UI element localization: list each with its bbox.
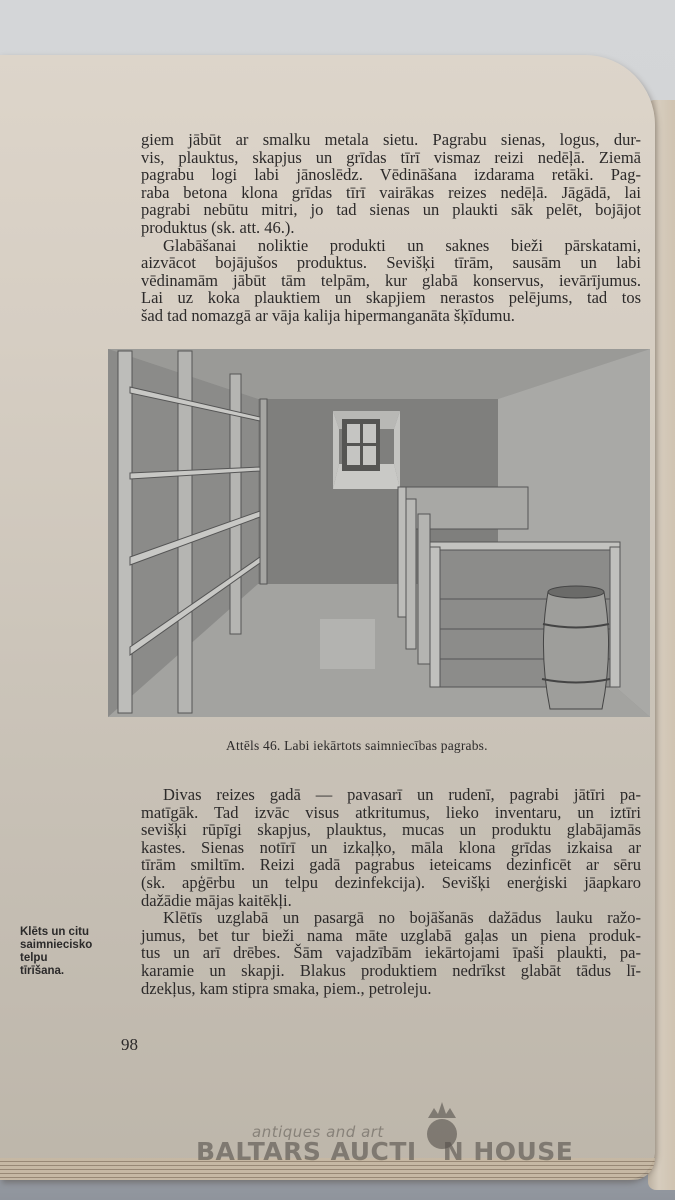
text-line: vēdinamām jābūt tām telpām, kur glabā konservus, ievārījumus. <box>141 270 641 290</box>
watermark-name <box>196 1137 573 1166</box>
text-line: Lai uz koka plauktiem un skapjiem nerastos pelējums, tad tos <box>141 288 641 308</box>
paragraph <box>141 786 641 909</box>
text-line: tus un arī drēbes. Šām vajadzībām iekārtojami īpaši plaukti, pa- <box>141 943 641 963</box>
paragraph <box>141 131 641 237</box>
barrel <box>542 586 610 709</box>
text-line: tīrām smiltīm. Reizi gadā pagrabus ieteicams dezinficēt ar sēru <box>141 855 641 875</box>
floor-light-patch <box>320 619 375 669</box>
text-line: kastes. Sienas notīrī un izkaļķo, māla klona grīdas izkaisa ar <box>141 837 641 857</box>
page-number: 98 <box>121 1035 138 1054</box>
watermark-name-end: N HOUSE <box>442 1137 574 1166</box>
cellar-drawing <box>108 349 650 717</box>
window-pane <box>347 446 360 465</box>
text-line: pagrabi nebūtu mitri, jo tad sienas un plaukti sāk pelēt, bojājot <box>141 200 641 220</box>
text-line: Glabāšanai noliktie produkti un saknes bieži pārskatami, <box>163 235 641 255</box>
paragraph <box>141 909 641 997</box>
top-text-block <box>141 131 641 325</box>
cellar-illustration <box>108 349 650 717</box>
window-pane <box>363 446 376 465</box>
text-line: aizvācot bojājušos produktus. Sevišķi tīrām, sausām un labi <box>141 253 641 273</box>
margin-note <box>20 926 130 978</box>
text-line: (sk. apģērbu un telpu dezinfekcija). Sevišķi enerģiski jāapkaro <box>141 872 641 892</box>
margin-note-line: tīrīšana. <box>20 965 65 977</box>
text-line: vis, plauktus, skapjus un grīdas tīrī vismaz reizi nedēļā. Ziemā <box>141 147 641 167</box>
text-line: raba betona klona grīdas tīrī vairākas reizes nedēļā. Jāgādā, lai <box>141 182 641 202</box>
text-line: jumus, bet tur bieži nama māte uzglabā gaļas un piena produk- <box>141 925 641 945</box>
margin-note-line: saimniecisko <box>20 939 93 951</box>
text-line: Divas reizes gadā — pavasarī un rudenī, pagrabi jātīri pa- <box>163 785 641 804</box>
text-line: produktus (sk. att. 46.). <box>141 217 295 237</box>
text-line: Klētīs uzglabā un pasargā no bojāšanās dažādus lauku ražo- <box>163 908 641 928</box>
text-line: šad tad nomazgā ar vāja kalija hipermanganāta šķīdumu. <box>141 305 515 325</box>
window-pane <box>363 424 376 443</box>
bottom-text-block <box>141 786 641 997</box>
text-line: giem jābūt ar smalku metala sietu. Pagrabu sienas, logus, dur- <box>141 130 641 149</box>
text-line: dzekļus, kam stipra smaka, piem., petroleju. <box>141 978 432 998</box>
text-line: matīgāk. Tad izvāc visus atkritumus, lieko inventaru, un iztīri <box>141 802 641 822</box>
margin-note-line: Klēts un citu <box>20 926 90 938</box>
window-pane <box>347 424 360 443</box>
text-line: dažādie mājas kaitēkļi. <box>141 890 292 910</box>
watermark-name-start: BALTARS AUCTI <box>196 1137 417 1166</box>
watermark-tagline: antiques and art <box>252 1123 384 1141</box>
margin-note-line: telpu <box>20 952 48 964</box>
text-line: sevišķi rūpīgi skapjus, plauktus, mucas un produktu glabājamās <box>141 820 641 840</box>
text-line: pagrabu logi labi jānoslēdz. Vēdināšana izdarama retāki. Pag- <box>141 165 641 185</box>
paragraph <box>141 237 641 325</box>
figure-caption: Attēls 46. Labi iekārtots saimniecības pagrabs. <box>226 738 488 753</box>
text-line: karamie un skapji. Blakus produktiem nedrīkst glabāt tādus lī- <box>141 960 641 980</box>
